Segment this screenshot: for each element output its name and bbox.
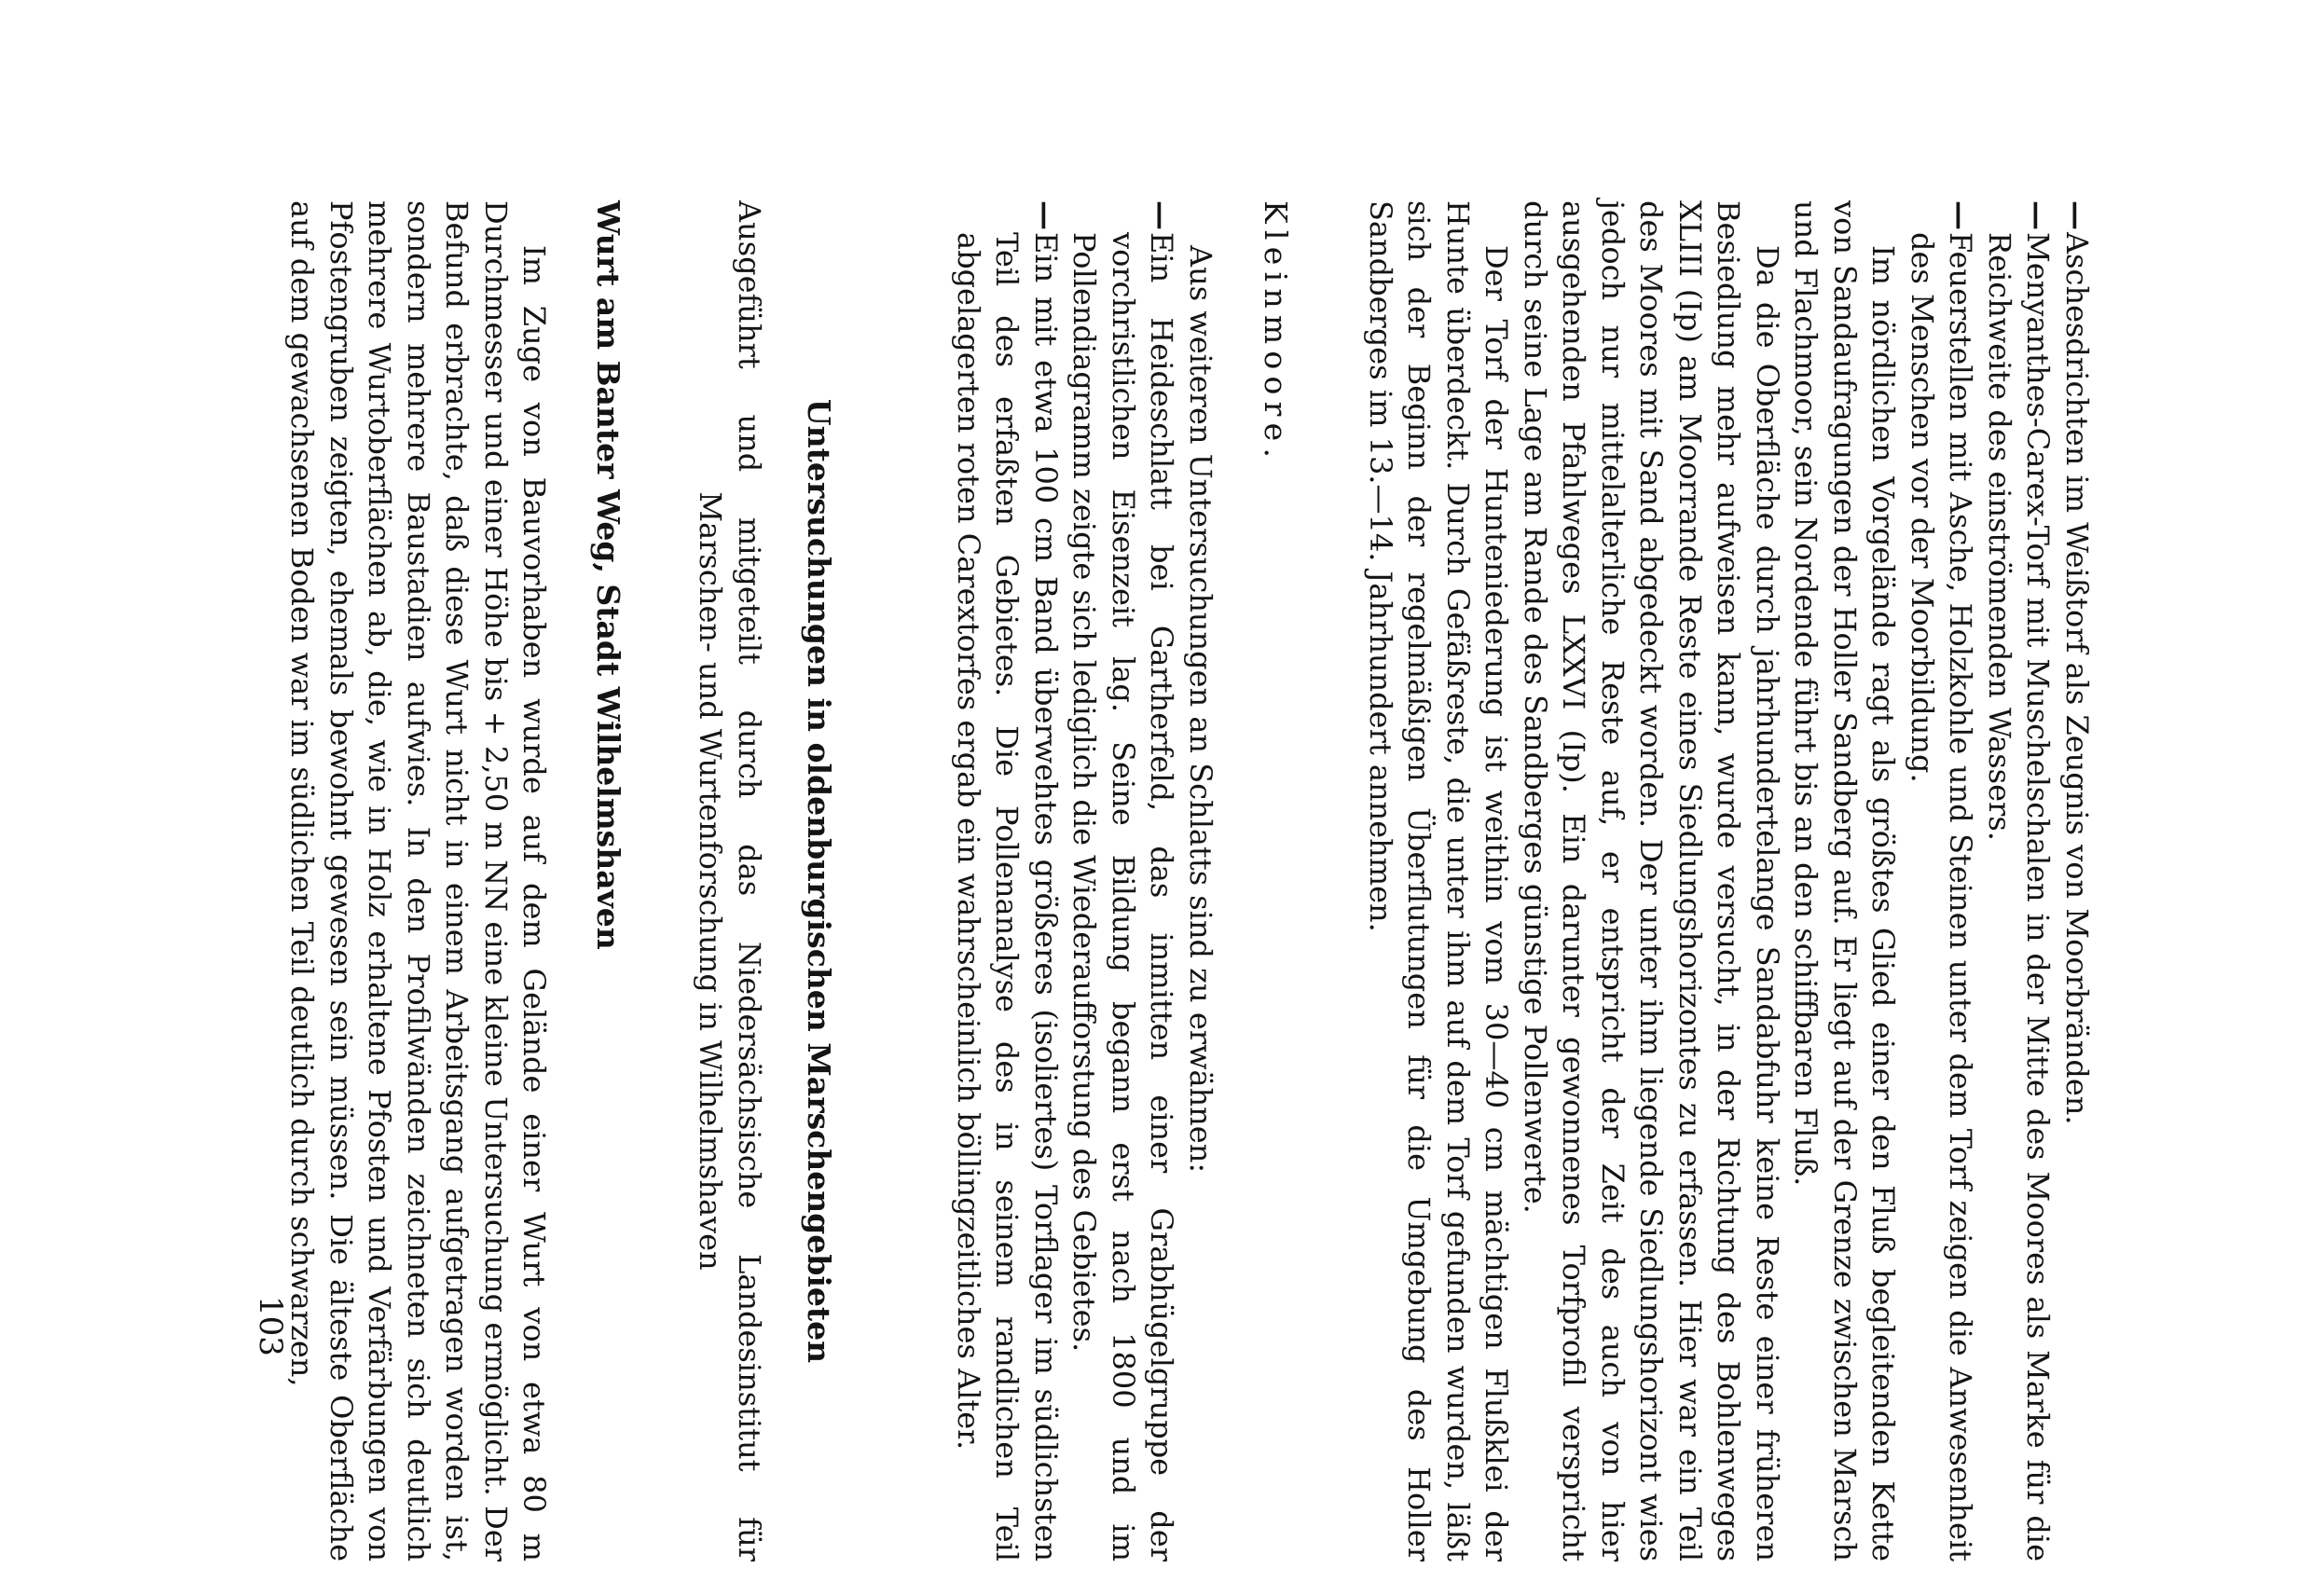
- paragraph: Im Zuge von Bauvorhaben wurde auf dem Gelände einer Wurt von etwa 80 m Durchmesser und einer Höhe bis + 2,50 m NN eine kleine Untersuchung ermöglicht. Der Befund erbrachte, daß diese Wurt nicht in einem Arbeitsgang aufgetragen worden ist, sondern mehrere Baustadien aufwies. In den Profilwänden zeichneten sich deutlich mehrere Wurtoberflächen ab, die, wie in Holz erhaltene Pfosten und Verfärbungen von Pfostengruben zeigten, ehemals bewohnt gewesen sein müssen. Die älteste Oberfläche auf dem gewachsenen Boden war im südlichen Teil deutlich durch schwarzen,: [284, 200, 553, 1562]
- bullet-item: [1065, 200, 1181, 1562]
- paragraph: Da die Oberfläche durch jahrhundertelange Sandabfuhr keine Reste einer früheren Besiedlung mehr aufweisen kann, wurde versucht, in der Richtung des Bohlenweges XLIII (Ip) am Moorrande Reste eines Siedlungshorizontes zu erfassen. Hier war ein Teil des Moores mit Sand abgedeckt worden. Der unter ihm liegende Siedlungshorizont wies jedoch nur mittelalterliche Reste auf, er entspricht der Zeit des auch von hier ausgehenden Pfahlweges LXXVI (Ip). Ein darunter gewonnenes Torfprofil verspricht durch seine Lage am Rande des Sandberges günstige Pollenwerte.: [1518, 200, 1785, 1562]
- page-content: [282, 200, 2096, 1562]
- bullet-text: Aschesdrichten im Weißtorf als Zeugnis von Moorbränden.: [2059, 232, 2095, 1125]
- dash-mark: —: [1144, 200, 1180, 230]
- dash-mark: —: [1943, 200, 1979, 230]
- paragraph: Im nördlichen Vorgelände ragt als größtes Glied einer den Fluß begleitenden Kette von Sandaufragungen der Holler Sandberg auf. Er liegt auf der Grenze zwischen Marsch und Flachmoor, sein Nordende führt bis an den schiffbaren Fluß.: [1788, 200, 1902, 1562]
- page-number: 103: [252, 1296, 289, 1356]
- dash-mark: —: [1028, 200, 1064, 230]
- bullet-text: Menyanthes-Carex-Torf mit Muschelschalen in der Mitte des Moores als Marke für die Reichweite des einströmenden Wassers.: [1982, 232, 2057, 1562]
- section-heading-kleinmoore: Kleinmoore.: [1258, 200, 1295, 465]
- dash-mark: —: [2059, 200, 2095, 230]
- paragraph: Aus weiteren Untersuchungen an Schlatts sind zu erwähnen:: [1183, 245, 1218, 1174]
- paragraph: Der Torf der Hunteniederung ist weithin vom 30—40 cm mächtigen Flußklei der Hunte überdeckt. Durch Gefäßreste, die unter ihm auf dem Torf gefunden wurden, läßt sich der Beginn der regelmäßigen Überflutungen für die Umgebung des Holler Sandberges im 13.—14. Jahrhundert annehmen.: [1363, 200, 1515, 1562]
- bullet-item: [1980, 200, 2057, 1562]
- byline-line-2: Marschen- und Wurtenforschung in Wilhelmshaven: [693, 491, 729, 1271]
- section-heading-wurt: Wurt am Banter Weg, Stadt Wilhelmshaven: [590, 200, 626, 950]
- byline-line-1: Ausgeführt und mitgeteilt durch das Niedersächsische Landesinstitut für: [732, 200, 767, 1562]
- bullet-item: [949, 200, 1066, 1562]
- bullet-text: Ein Heideschlatt bei Gartherfeld, das inmitten einer Grabhügelgruppe der vorchristlichen Eisenzeit lag. Seine Bildung begann erst nach 1800 und im Pollendiagramm zeigte sich lediglich die Wiederaufforstung des Gebietes.: [1067, 232, 1180, 1562]
- bullet-item: [1903, 200, 1980, 1562]
- dash-mark: —: [2020, 200, 2057, 230]
- bullet-text: Feuerstellen mit Asche, Holzkohle und Steinen unter dem Torf zeigen die Anwesenheit des Menschen vor der Moorbildung.: [1905, 232, 1979, 1562]
- bullet-text: Ein mit etwa 100 cm Band überwehtes größeres (isoliertes) Torflager im südlichsten Teil des erfaßten Gebietes. Die Pollenanalyse des in seinem randlichen Teil abgelagerten roten Carextorfes ergab ein wahrscheinlich böllingzeitliches Alter.: [951, 232, 1064, 1562]
- bullet-item: [2057, 200, 2097, 1562]
- section-heading-marsch: Untersuchungen in oldenburgischen Marschengebieten: [801, 398, 838, 1364]
